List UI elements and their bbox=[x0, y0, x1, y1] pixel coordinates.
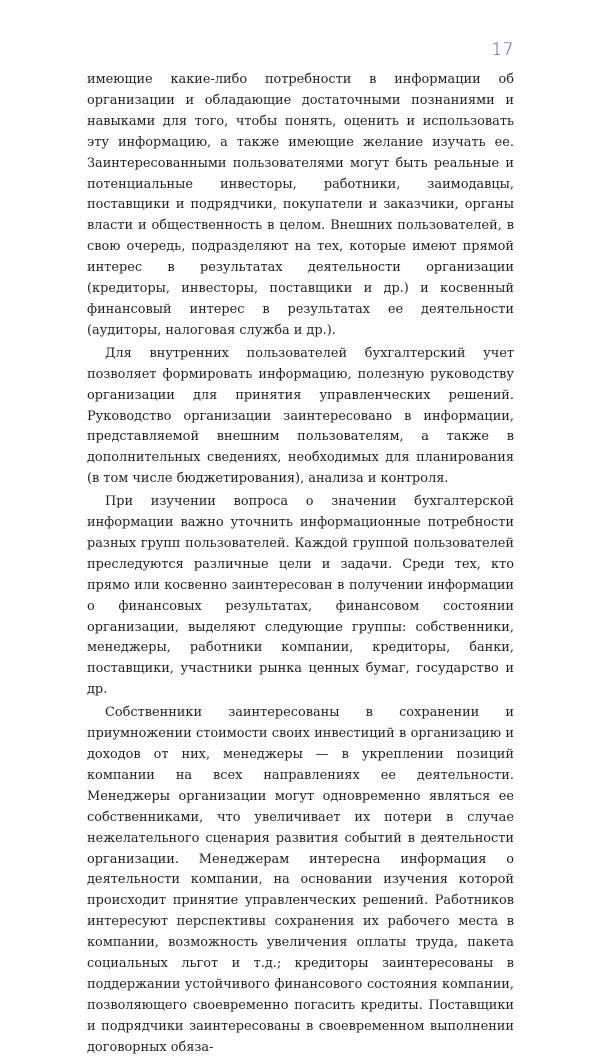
paragraph-3: При изучении вопроса о значении бухгалтерской информации важно уточнить информационные потребности разных групп пользователей. Каждой группой пользователей преследуются различные цели и задачи. Среди тех, кто прямо или косвенно заинтересован в получении информации о финансовых результатах, финансовом состоянии организации, выделяют следующие группы: собственники, менеджеры, работники компании, кредиторы, банки, поставщики, участники рынка ценных бумаг, государство и др. bbox=[87, 494, 514, 698]
paragraph-2: Для внутренних пользователей бухгалтерский учет позволяет формировать информацию, полезную руководству организации для принятия управленческих решений. Руководство организации заинтересовано в информации, представляемой внешним пользователям, а также в дополнительных сведениях, необходимых для планирования (в том числе бюджетирования), анализа и контроля. bbox=[87, 345, 514, 487]
page-number: 17 bbox=[491, 40, 514, 60]
text-body bbox=[87, 70, 514, 1059]
paragraph-4: Собственники заинтересованы в сохранении и приумножении стоимости своих инвестиций в организацию и доходов от них, менеджеры — в укреплении позиций компании на всех направлениях ее деятельности. Менеджеры организации могут одновременно являться ее собственниками, что увеличивает их потери в случае нежелательного сценария развития событий в деятельности организации. Менеджерам интересна информация о деятельности компании, на основании изучения которой происходит принятие управленческих решений. Работников интересуют перспективы сохранения их рабочего места в компании, возможность увеличения оплаты труда, пакета социальных льгот и т.д.; кредиторы заинтересованы в поддержании устойчивого финансового состояния компании, позволяющего своевременно погасить кредиты. Поставщики и подрядчики заинтересованы в своевременном выполнении договорных обяза- bbox=[87, 705, 514, 1055]
paragraph-1: имеющие какие-либо потребности в информации об организации и обладающие достаточными познаниями и навыками для того, чтобы понять, оценить и использовать эту информацию, а также имеющие желание изучать ее. Заинтересованными пользователями могут быть реальные и потенциальные инвесторы, работники, заимодавцы, поставщики и подрядчики, покупатели и заказчики, органы власти и общественность в целом. Внешних пользователей, в свою очередь, подразделяют на тех, которые имеют прямой интерес в результатах деятельности организации (кредиторы, инвесторы, поставщики и др.) и косвенный финансовый интерес в результатах ее деятельности (аудиторы, налоговая служба и др.). bbox=[87, 72, 514, 338]
